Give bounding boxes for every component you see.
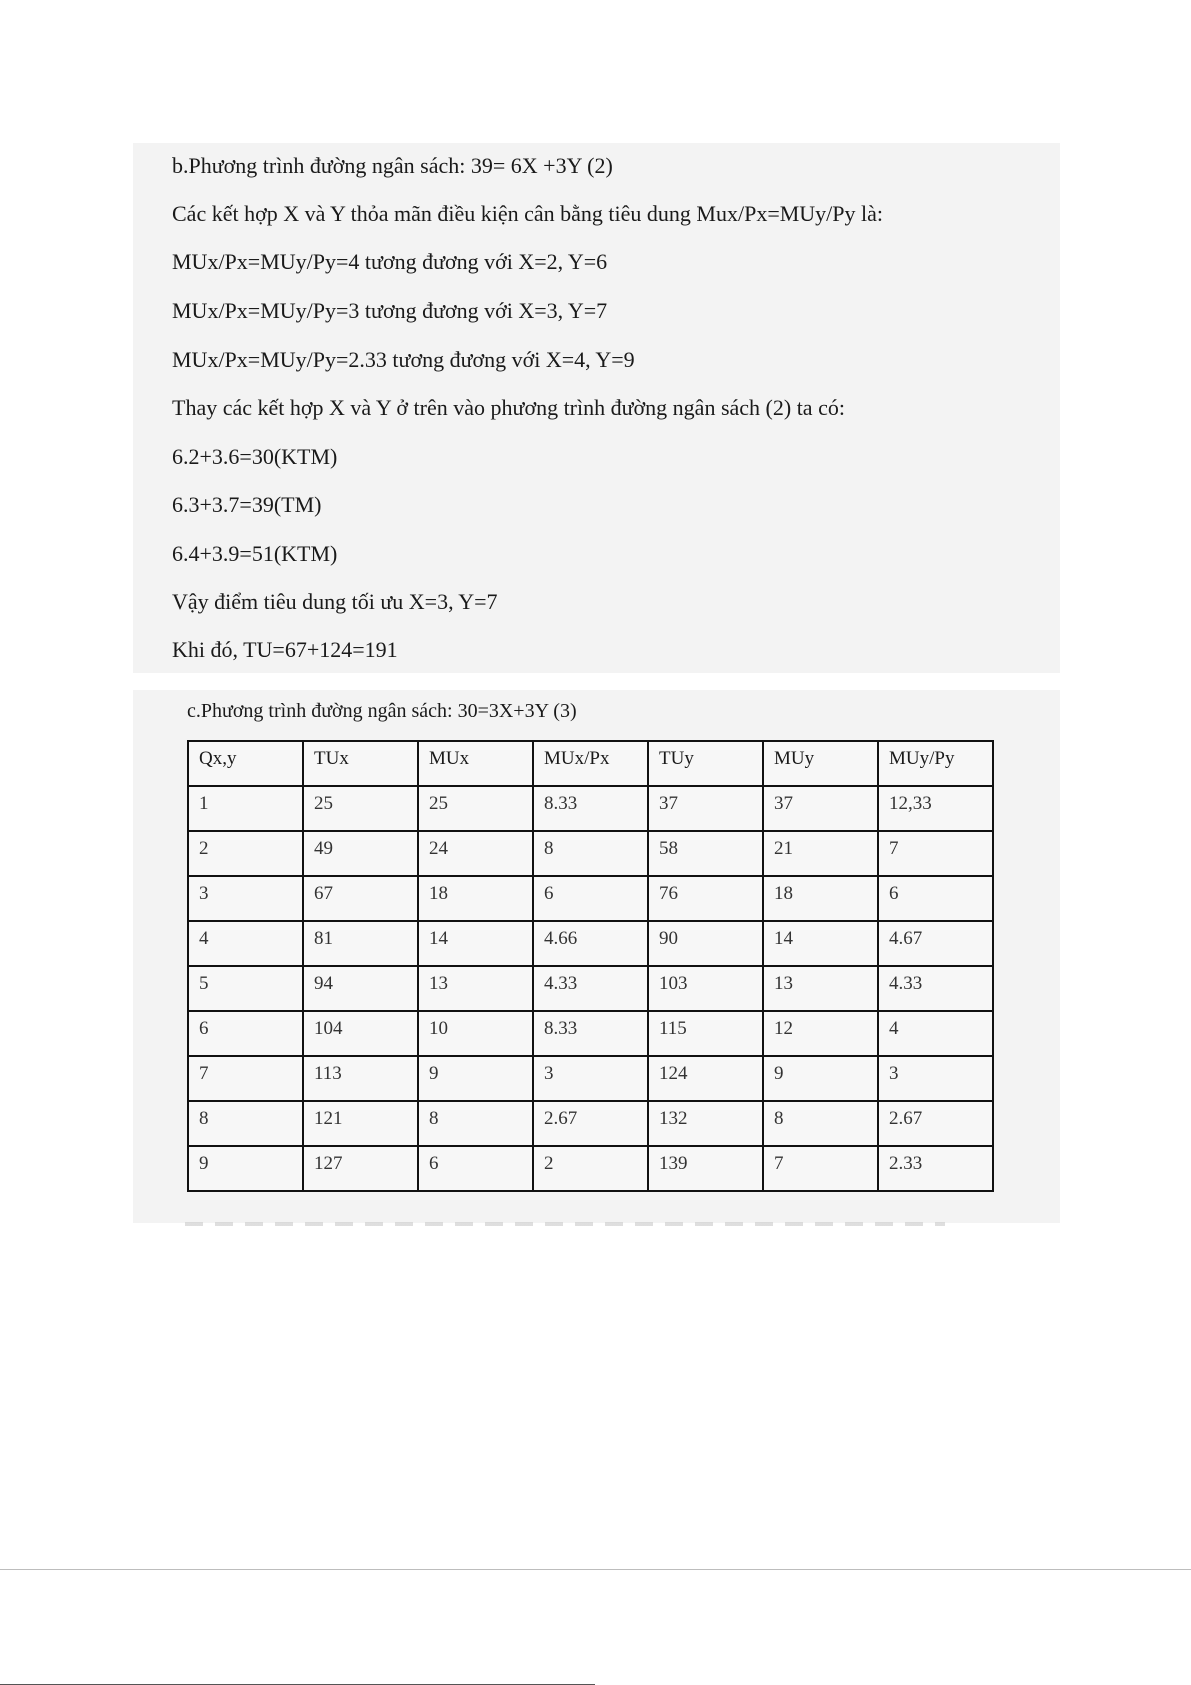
table-cell: 8.33 <box>533 1011 648 1056</box>
table-cell: 49 <box>303 831 418 876</box>
table-cell: 3 <box>533 1056 648 1101</box>
text-line: MUx/Px=MUy/Py=3 tương đương với X=3, Y=7 <box>172 298 608 323</box>
section-c <box>133 690 1060 1223</box>
table-cell: 9 <box>188 1146 303 1191</box>
table-row <box>188 831 993 876</box>
table-cell: 21 <box>763 831 878 876</box>
utility-table <box>187 740 994 1192</box>
table-cell: 2.67 <box>533 1101 648 1146</box>
table-cell: 12,33 <box>878 786 993 831</box>
table-cell: 58 <box>648 831 763 876</box>
table-cell: 18 <box>418 876 533 921</box>
table-cell: 3 <box>878 1056 993 1101</box>
text-line: 6.4+3.9=51(KTM) <box>172 541 338 566</box>
table-cell: 6 <box>418 1146 533 1191</box>
table-cell: 76 <box>648 876 763 921</box>
table-cell: 13 <box>418 966 533 1011</box>
table-header-cell: MUx <box>418 741 533 786</box>
table-cell: 25 <box>303 786 418 831</box>
table-cell: 132 <box>648 1101 763 1146</box>
text-line: 6.2+3.6=30(KTM) <box>172 444 338 469</box>
table-cell: 113 <box>303 1056 418 1101</box>
table-cell: 12 <box>763 1011 878 1056</box>
table-header-cell: MUy/Py <box>878 741 993 786</box>
table-cell: 2 <box>533 1146 648 1191</box>
table-row <box>188 1146 993 1191</box>
table-cell: 2 <box>188 831 303 876</box>
table-cell: 8 <box>188 1101 303 1146</box>
table-row <box>188 1011 993 1056</box>
table-cell: 7 <box>763 1146 878 1191</box>
table-cell: 103 <box>648 966 763 1011</box>
table-cell: 4 <box>188 921 303 966</box>
table-cell: 7 <box>188 1056 303 1101</box>
table-cell: 6 <box>188 1011 303 1056</box>
table-row <box>188 921 993 966</box>
table-cell: 13 <box>763 966 878 1011</box>
table-row <box>188 966 993 1011</box>
table-cell: 10 <box>418 1011 533 1056</box>
table-cell: 4.33 <box>533 966 648 1011</box>
table-cell: 2.67 <box>878 1101 993 1146</box>
table-cell: 8 <box>763 1101 878 1146</box>
table-cell: 8.33 <box>533 786 648 831</box>
table-cell: 8 <box>533 831 648 876</box>
table-cell: 25 <box>418 786 533 831</box>
table-cell: 81 <box>303 921 418 966</box>
text-line: MUx/Px=MUy/Py=2.33 tương đương với X=4, Y=9 <box>172 347 635 372</box>
table-cell: 139 <box>648 1146 763 1191</box>
section-c-title: c.Phương trình đường ngân sách: 30=3X+3Y (3) <box>187 700 577 722</box>
table-cell: 67 <box>303 876 418 921</box>
section-b-title: b.Phương trình đường ngân sách: 39= 6X +3Y (2) <box>172 153 613 178</box>
table-cell: 7 <box>878 831 993 876</box>
table-header-cell: MUy <box>763 741 878 786</box>
table-cell: 124 <box>648 1056 763 1101</box>
table-cell: 1 <box>188 786 303 831</box>
table-cell: 14 <box>418 921 533 966</box>
table-cell: 90 <box>648 921 763 966</box>
table-cell: 127 <box>303 1146 418 1191</box>
text-line: 6.3+3.7=39(TM) <box>172 492 322 517</box>
table-cell: 37 <box>648 786 763 831</box>
table-cell: 37 <box>763 786 878 831</box>
text-line: Vậy điểm tiêu dung tối ưu X=3, Y=7 <box>172 589 498 614</box>
table-cell: 5 <box>188 966 303 1011</box>
table-cell: 4.33 <box>878 966 993 1011</box>
table-row <box>188 876 993 921</box>
table-header-cell: Qx,y <box>188 741 303 786</box>
table-cell: 2.33 <box>878 1146 993 1191</box>
table-cell: 14 <box>763 921 878 966</box>
table-cell: 3 <box>188 876 303 921</box>
table-header-cell: TUx <box>303 741 418 786</box>
table-cell: 18 <box>763 876 878 921</box>
table-cell: 6 <box>878 876 993 921</box>
cut-off-text-line <box>185 1222 945 1226</box>
table-row <box>188 1056 993 1101</box>
table-cell: 4 <box>878 1011 993 1056</box>
table-cell: 4.67 <box>878 921 993 966</box>
table-cell: 24 <box>418 831 533 876</box>
table-header-cell: MUx/Px <box>533 741 648 786</box>
text-line: Các kết hợp X và Y thỏa mãn điều kiện cân bằng tiêu dung Mux/Px=MUy/Py là: <box>172 201 884 226</box>
table-cell: 115 <box>648 1011 763 1056</box>
table-cell: 9 <box>418 1056 533 1101</box>
table-cell: 121 <box>303 1101 418 1146</box>
table-header-row <box>188 741 993 786</box>
table-cell: 94 <box>303 966 418 1011</box>
table-row <box>188 1101 993 1146</box>
text-line: MUx/Px=MUy/Py=4 tương đương với X=2, Y=6 <box>172 249 608 274</box>
section-b <box>133 143 1060 673</box>
text-line: Khi đó, TU=67+124=191 <box>172 637 398 662</box>
table-cell: 104 <box>303 1011 418 1056</box>
table-cell: 4.66 <box>533 921 648 966</box>
table-header-cell: TUy <box>648 741 763 786</box>
text-line: Thay các kết hợp X và Y ở trên vào phương trình đường ngân sách (2) ta có: <box>172 395 845 420</box>
table-cell: 6 <box>533 876 648 921</box>
table-cell: 9 <box>763 1056 878 1101</box>
table-cell: 8 <box>418 1101 533 1146</box>
table-row <box>188 786 993 831</box>
footer-divider <box>0 1569 1191 1570</box>
